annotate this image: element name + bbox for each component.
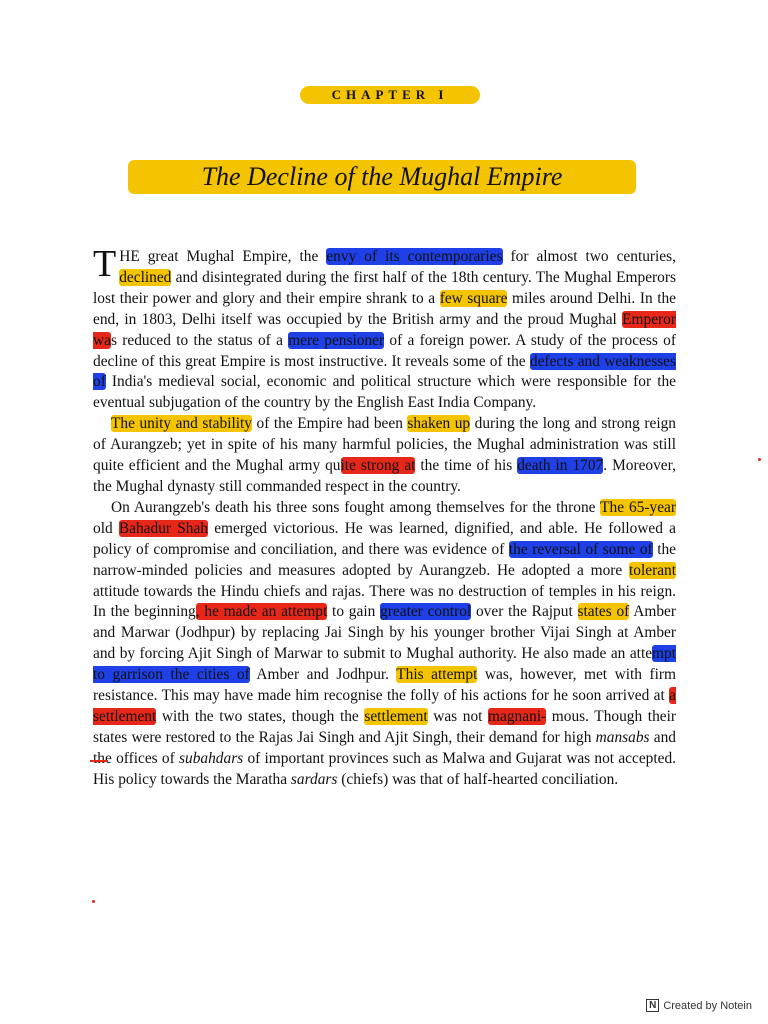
highlight-yellow: states of (577, 603, 630, 621)
highlight-blue: defects and weaknesses of (93, 352, 676, 391)
highlight-red: ite strong at (340, 457, 416, 475)
highlight-red: Bahadur Shah (118, 519, 209, 537)
red-pen-mark (90, 760, 108, 762)
chapter-body (93, 243, 677, 791)
page-title: The Decline of the Mughal Empire (128, 160, 636, 194)
highlight-red: , he made an attempt (195, 603, 328, 621)
highlight-yellow: settlement (364, 707, 428, 725)
highlight-blue: greater control (380, 603, 472, 621)
red-dot-mark (758, 458, 761, 461)
red-dot-mark (92, 900, 95, 903)
highlight-blue: mpt to garrison the cities of (93, 645, 676, 684)
highlight-yellow: tolerant (628, 561, 676, 579)
highlight-yellow: declined (119, 268, 172, 286)
paragraph-2: The unity and stability of the Empire had been shaken up during the long and strong reign of Aurangzeb; yet in spite of his many harmful policies, the Mughal administration was still quite efficient and the Mughal army quite strong at the time of his death in 1707. Moreover, the Mughal dynasty still commanded respect in the country. (93, 415, 676, 495)
notein-logo-icon: N (646, 999, 659, 1012)
paragraph-1: THE great Mughal Empire, the envy of its contemporaries for almost two centuries, declined and disintegrated during the first half of the 18th century. The Mughal Emperors lost their power and glory and their empire shrank to a few square miles around Delhi. In the end, in 1803, Delhi itself was occupied by the British army and the proud Mughal Emperor was reduced to the status of a mere pensioner of a foreign power. A study of the process of decline of this great Empire is most instructive. It reveals some of the defects and weaknesses of India's medieval social, economic and political structure which were responsible for the eventual subjugation of the country by the English East India Company. (93, 243, 676, 412)
highlight-yellow: The unity and stability (111, 415, 252, 433)
highlight-yellow: This attempt (396, 666, 478, 684)
highlight-red: a settlement (93, 687, 676, 725)
highlight-yellow: few square (439, 289, 508, 307)
highlight-blue: the reversal of some of (508, 540, 653, 558)
highlight-red: magnani- (488, 707, 547, 725)
watermark (646, 999, 752, 1012)
highlight-blue: death in 1707 (517, 457, 604, 475)
highlight-red: Emperor wa (93, 310, 676, 349)
chapter-label: CHAPTER I (300, 86, 480, 104)
highlight-blue: envy of its contemporaries (326, 248, 503, 265)
watermark-label: Created by Notein (663, 999, 752, 1012)
highlight-yellow: shaken up (407, 415, 471, 433)
highlight-yellow: The 65-year (600, 498, 676, 516)
paragraph-3: On Aurangzeb's death his three sons fought among themselves for the throne The 65-year old Bahadur Shah emerged victorious. He was learned, dignified, and able. He followed a policy of compromise and conciliation, and there was evidence of the reversal of some of the narrow-minded policies and measures adopted by Aurangzeb. He adopted a more tolerant attitude towards the Hindu chiefs and rajas. There was no destruction of temples in his reign. In the beginning, he made an attempt to gain greater control over the Rajput states of Amber and Marwar (Jodhpur) by replacing Jai Singh by his younger brother Vijai Singh at Amber and by forcing Ajit Singh of Marwar to submit to Mughal authority. He also made an attempt to garrison the cities of Amber and Jodhpur. This attempt was, however, met with firm resistance. This may have made him recognise the folly of his actions for he soon arrived at a settlement with the two states, though the settlement was not magnani- mous. Though their states were restored to the Rajas Jai Singh and Ajit Singh, their demand for high mansabs and the offices of subahdars of important provinces such as Malwa and Gujarat was not accepted. His policy towards the Maratha sardars (chiefs) was that of half-hearted conciliation. (93, 498, 677, 788)
drop-cap: T (93, 243, 117, 285)
highlight-blue: mere pensioner (288, 331, 385, 349)
